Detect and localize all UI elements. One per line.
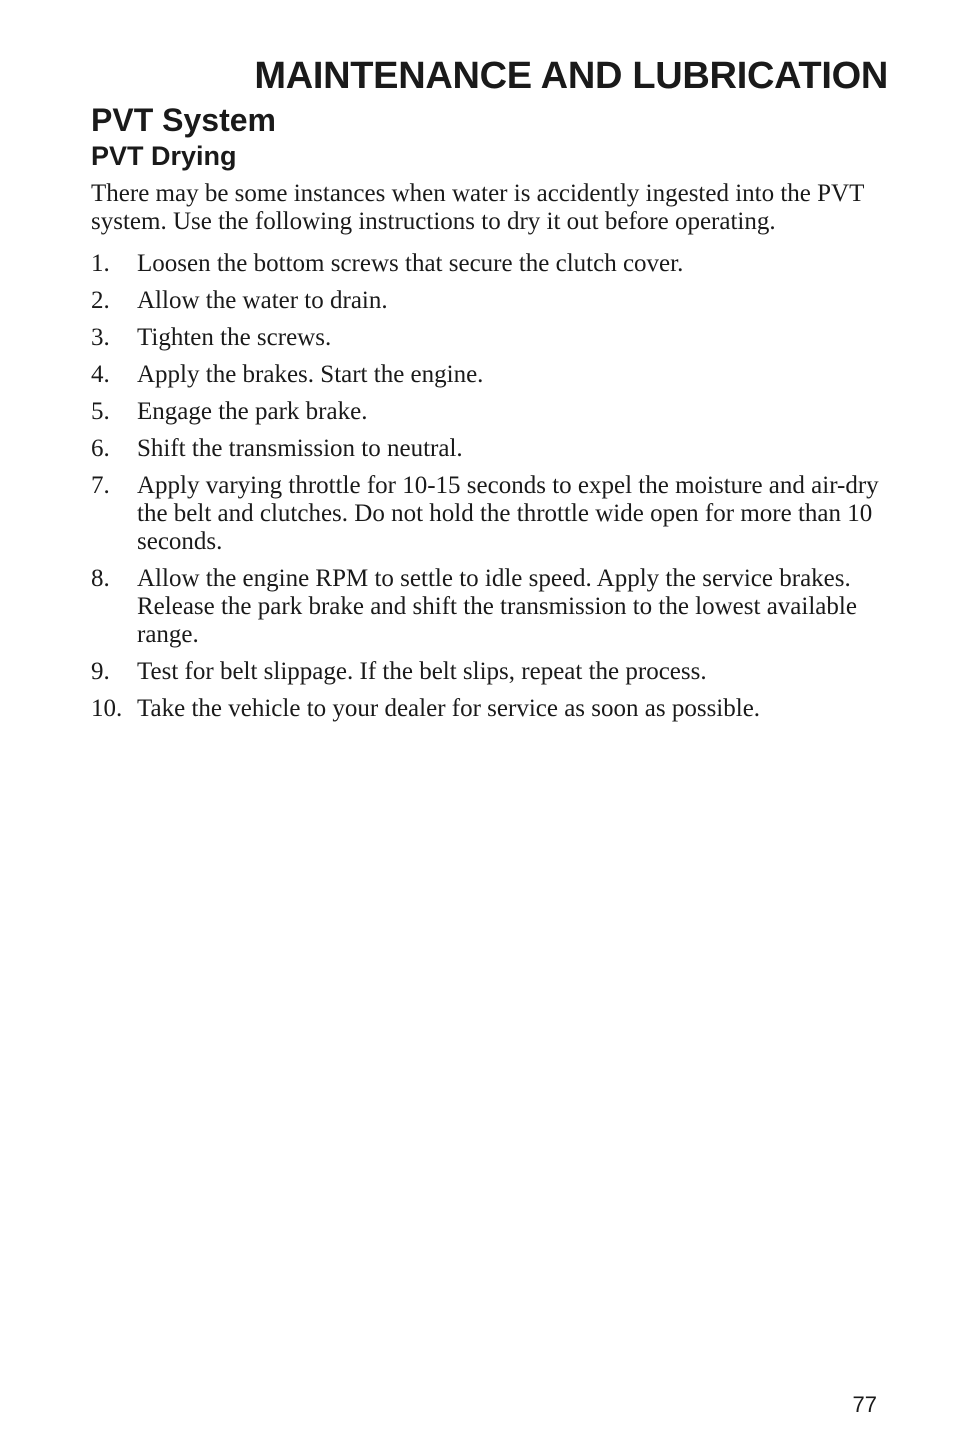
section-heading: PVT System <box>91 102 276 138</box>
step-text: Allow the engine RPM to settle to idle speed. Apply the service brakes. Release the park brake and shift the transmission to the lowest available range. <box>137 565 857 648</box>
step-number: 3. <box>91 324 110 351</box>
list-item <box>91 287 891 315</box>
list-item <box>91 398 891 426</box>
step-text: Apply the brakes. Start the engine. <box>137 361 484 388</box>
step-number: 2. <box>91 287 110 314</box>
step-number: 6. <box>91 435 110 462</box>
step-number: 4. <box>91 361 110 388</box>
list-item <box>91 361 891 389</box>
step-text: Loosen the bottom screws that secure the clutch cover. <box>137 250 684 277</box>
page-number: 77 <box>852 1392 877 1417</box>
step-number: 7. <box>91 472 110 499</box>
step-text: Apply varying throttle for 10-15 seconds to expel the moisture and air-dry the belt and clutches. Do not hold the throttle wide open for more than 10 seconds. <box>137 472 879 555</box>
list-item <box>91 435 891 463</box>
step-text: Take the vehicle to your dealer for service as soon as possible. <box>137 695 761 722</box>
step-number: 9. <box>91 658 110 685</box>
step-text: Tighten the screws. <box>137 324 332 351</box>
step-number: 5. <box>91 398 110 425</box>
step-text: Test for belt slippage. If the belt slips, repeat the process. <box>137 658 707 685</box>
sub-heading: PVT Drying <box>91 141 237 171</box>
step-number: 1. <box>91 250 110 277</box>
steps-list <box>91 250 891 723</box>
step-text: Shift the transmission to neutral. <box>137 435 463 462</box>
list-item <box>91 565 891 649</box>
step-number: 10. <box>91 695 123 722</box>
page-title: MAINTENANCE AND LUBRICATION <box>254 55 888 97</box>
list-item <box>91 658 891 686</box>
page-content <box>91 102 891 732</box>
step-text: Engage the park brake. <box>137 398 368 425</box>
intro-paragraph: There may be some instances when water is accidently ingested into the PVT system. Use the following instructions to dry it out before operating. <box>91 180 864 235</box>
list-item <box>91 250 891 278</box>
step-number: 8. <box>91 565 110 592</box>
list-item <box>91 324 891 352</box>
step-text: Allow the water to drain. <box>137 287 388 314</box>
list-item <box>91 472 891 556</box>
list-item <box>91 695 891 723</box>
